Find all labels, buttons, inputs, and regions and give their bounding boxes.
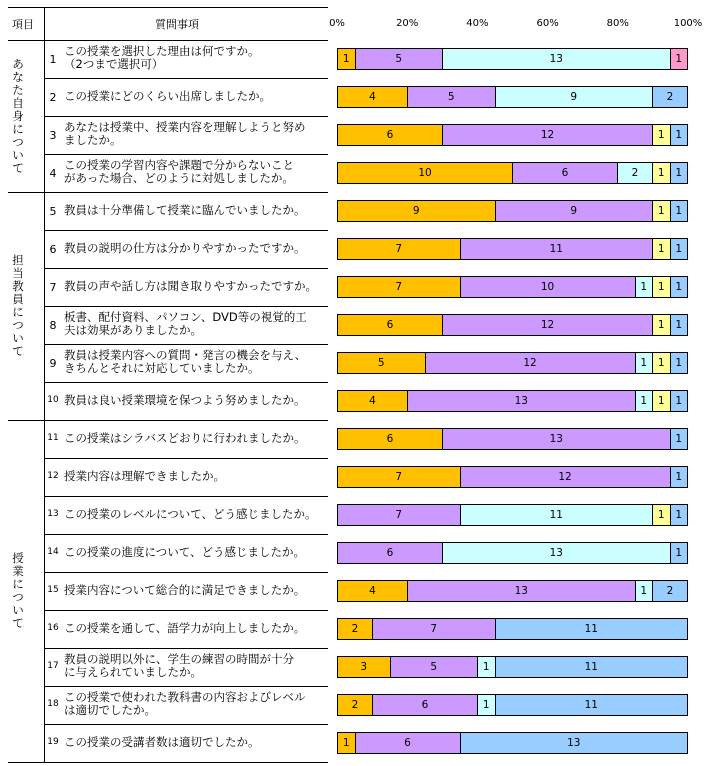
question-text-line: に与えられていましたか。 bbox=[64, 665, 202, 679]
bar-segment: 1 bbox=[670, 314, 689, 336]
bar-segment: 1 bbox=[477, 656, 496, 678]
question-text-line: この授業の受講者数は適切でしたか。 bbox=[64, 734, 260, 749]
row-separator bbox=[44, 496, 328, 497]
x-tick-label: 80% bbox=[606, 18, 629, 29]
question-text bbox=[64, 432, 330, 445]
bar-segment: 1 bbox=[670, 466, 689, 488]
header-item: 項目 bbox=[12, 18, 34, 31]
bar-segment: 5 bbox=[390, 656, 479, 678]
bar-segment: 1 bbox=[670, 352, 689, 374]
bar-segment: 9 bbox=[495, 86, 654, 108]
bar-segment: 6 bbox=[337, 428, 443, 450]
bar-segment: 1 bbox=[652, 352, 671, 374]
question-text-line: この授業はシラバスどおりに行われましたか。 bbox=[64, 430, 306, 445]
bar-segment: 1 bbox=[670, 124, 689, 146]
bar-segment: 11 bbox=[460, 504, 654, 526]
bar-segment: 2 bbox=[652, 580, 688, 602]
bar-segment: 6 bbox=[355, 732, 461, 754]
row-separator bbox=[44, 154, 328, 155]
question-number: 10 bbox=[47, 395, 59, 405]
stacked-bar bbox=[337, 542, 688, 564]
bar-segment: 1 bbox=[670, 390, 689, 412]
bar-segment: 2 bbox=[617, 162, 653, 184]
question-number: 2 bbox=[49, 91, 57, 104]
stacked-bar bbox=[337, 466, 688, 488]
row-separator bbox=[44, 116, 328, 117]
bar-segment: 6 bbox=[372, 694, 478, 716]
bar-segment: 11 bbox=[460, 238, 654, 260]
stacked-bar bbox=[337, 656, 688, 678]
question-text-line: 教員の説明以外に、学生の練習の時間が十分 bbox=[64, 652, 294, 666]
question-text-line: 教員は十分準備して授業に臨んでいましたか。 bbox=[64, 202, 306, 217]
stacked-bar bbox=[337, 504, 688, 526]
row-separator bbox=[44, 192, 328, 193]
bar-segment: 12 bbox=[442, 124, 653, 146]
stacked-bar bbox=[337, 48, 688, 70]
bar-segment: 5 bbox=[407, 86, 496, 108]
question-text bbox=[64, 90, 330, 103]
x-tick-label: 100% bbox=[673, 18, 703, 29]
question-number: 3 bbox=[49, 129, 57, 142]
question-number: 7 bbox=[49, 281, 57, 294]
bar-segment: 4 bbox=[337, 86, 408, 108]
bar-segment: 1 bbox=[635, 580, 654, 602]
bar-segment: 10 bbox=[337, 162, 513, 184]
question-text bbox=[64, 691, 330, 717]
bar-segment: 1 bbox=[635, 276, 654, 298]
question-text-line: この授業のレベルについて、どう感じましたか。 bbox=[64, 506, 317, 521]
question-text-line: この授業を選択した理由は何ですか。 bbox=[64, 44, 260, 58]
row-separator bbox=[44, 420, 328, 421]
bar-segment: 1 bbox=[670, 48, 689, 70]
question-text bbox=[64, 584, 330, 597]
question-text-line: この授業の進度について、どう感じましたか。 bbox=[64, 544, 306, 559]
row-separator bbox=[44, 534, 328, 535]
bar-segment: 1 bbox=[652, 276, 671, 298]
bar-segment: 13 bbox=[407, 580, 636, 602]
bar-segment: 7 bbox=[337, 276, 461, 298]
bar-segment: 6 bbox=[512, 162, 618, 184]
question-text-line: あなたは授業中、授業内容を理解しようと努め bbox=[64, 120, 306, 134]
bar-segment: 1 bbox=[652, 314, 671, 336]
question-number: 11 bbox=[47, 433, 59, 443]
table-top-border bbox=[8, 7, 328, 8]
bar-segment: 1 bbox=[652, 200, 671, 222]
question-text-line: この授業の学習内容や課題で分からないこと bbox=[64, 158, 294, 172]
bar-segment: 13 bbox=[460, 732, 689, 754]
bar-segment: 13 bbox=[442, 48, 671, 70]
stacked-bar bbox=[337, 276, 688, 298]
bar-segment: 13 bbox=[442, 542, 671, 564]
stacked-bar bbox=[337, 390, 688, 412]
x-tick-label: 0% bbox=[329, 18, 345, 29]
bar-segment: 1 bbox=[635, 390, 654, 412]
bar-segment: 12 bbox=[442, 314, 653, 336]
question-text-line: 授業内容について総合的に満足できましたか。 bbox=[64, 582, 306, 597]
row-separator bbox=[44, 648, 328, 649]
stacked-bar bbox=[337, 86, 688, 108]
bar-segment: 1 bbox=[337, 48, 356, 70]
bar-segment: 11 bbox=[495, 694, 689, 716]
question-text bbox=[64, 159, 330, 185]
stacked-bar bbox=[337, 238, 688, 260]
bar-segment: 4 bbox=[337, 580, 408, 602]
bar-segment: 1 bbox=[652, 390, 671, 412]
question-text bbox=[64, 280, 330, 293]
question-number: 1 bbox=[49, 53, 57, 66]
bar-segment: 12 bbox=[460, 466, 671, 488]
question-text-line: があった場合、どのように対処しましたか。 bbox=[64, 171, 294, 185]
question-text bbox=[64, 204, 330, 217]
question-text bbox=[64, 242, 330, 255]
question-number: 12 bbox=[47, 471, 59, 481]
bar-segment: 1 bbox=[652, 504, 671, 526]
question-number: 13 bbox=[47, 509, 59, 519]
question-number: 5 bbox=[49, 205, 57, 218]
question-text bbox=[64, 546, 330, 559]
bar-segment: 1 bbox=[652, 124, 671, 146]
stacked-bar bbox=[337, 694, 688, 716]
stacked-bar bbox=[337, 732, 688, 754]
bar-segment: 2 bbox=[337, 618, 373, 640]
row-separator bbox=[44, 382, 328, 383]
row-separator bbox=[44, 306, 328, 307]
bar-segment: 7 bbox=[372, 618, 496, 640]
bar-segment: 1 bbox=[652, 238, 671, 260]
bar-segment: 2 bbox=[337, 694, 373, 716]
bar-segment: 12 bbox=[425, 352, 636, 374]
question-text bbox=[64, 622, 330, 635]
x-tick-label: 60% bbox=[536, 18, 559, 29]
question-text-line: ましたか。 bbox=[64, 133, 122, 147]
question-text-line: 教員の声や話し方は聞き取りやすかったですか。 bbox=[64, 278, 317, 293]
category-label: あなた自身について bbox=[12, 56, 24, 175]
question-number: 14 bbox=[47, 547, 59, 557]
question-text bbox=[64, 45, 330, 71]
bar-segment: 1 bbox=[635, 352, 654, 374]
question-text bbox=[64, 121, 330, 147]
bar-segment: 9 bbox=[337, 200, 496, 222]
question-text bbox=[64, 394, 330, 407]
question-text bbox=[64, 470, 330, 483]
row-separator bbox=[44, 686, 328, 687]
bar-segment: 7 bbox=[337, 238, 461, 260]
bar-segment: 9 bbox=[495, 200, 654, 222]
bar-segment: 13 bbox=[442, 428, 671, 450]
question-number: 15 bbox=[47, 585, 59, 595]
bar-segment: 1 bbox=[477, 694, 496, 716]
stacked-bar bbox=[337, 162, 688, 184]
question-text-line: （2つまで選択可） bbox=[64, 57, 164, 71]
bar-segment: 2 bbox=[652, 86, 688, 108]
row-separator bbox=[44, 78, 328, 79]
bar-segment: 13 bbox=[407, 390, 636, 412]
row-separator bbox=[44, 610, 328, 611]
bar-segment: 4 bbox=[337, 390, 408, 412]
question-number: 18 bbox=[47, 699, 59, 709]
question-text-line: 板書、配付資料、パソコン、DVD等の視覚的工 bbox=[64, 310, 307, 324]
bar-segment: 11 bbox=[495, 618, 689, 640]
question-text-line: は適切でしたか。 bbox=[64, 703, 156, 717]
x-tick-label: 40% bbox=[466, 18, 489, 29]
bar-segment: 1 bbox=[652, 162, 671, 184]
bar-segment: 6 bbox=[337, 124, 443, 146]
bar-segment: 6 bbox=[337, 314, 443, 336]
stacked-bar bbox=[337, 124, 688, 146]
row-separator bbox=[44, 572, 328, 573]
question-text bbox=[64, 653, 330, 679]
bar-segment: 3 bbox=[337, 656, 391, 678]
header-question: 質問事項 bbox=[155, 18, 199, 31]
row-separator bbox=[44, 230, 328, 231]
question-number: 19 bbox=[47, 737, 59, 747]
stacked-bar bbox=[337, 314, 688, 336]
row-separator bbox=[44, 724, 328, 725]
question-text-line: 授業内容は理解できましたか。 bbox=[64, 468, 225, 483]
stacked-bar bbox=[337, 352, 688, 374]
category-label: 授業について bbox=[12, 551, 24, 630]
bar-segment: 1 bbox=[337, 732, 356, 754]
question-text-line: 教員は授業内容への質問・発言の機会を与え、 bbox=[64, 348, 307, 362]
stacked-bar bbox=[337, 618, 688, 640]
bar-segment: 11 bbox=[495, 656, 689, 678]
stacked-bar bbox=[337, 200, 688, 222]
bar-segment: 5 bbox=[337, 352, 426, 374]
row-separator bbox=[44, 344, 328, 345]
header-bottom-border bbox=[8, 40, 328, 41]
question-number: 16 bbox=[47, 623, 59, 633]
bar-segment: 1 bbox=[670, 542, 689, 564]
question-text-line: きちんとそれに対応していましたか。 bbox=[64, 361, 260, 375]
row-separator bbox=[44, 268, 328, 269]
question-text-line: この授業を通して、語学力が向上しましたか。 bbox=[64, 620, 306, 635]
category-label: 担当教員について bbox=[12, 253, 24, 358]
bar-segment: 1 bbox=[670, 504, 689, 526]
question-text-line: 夫は効果がありましたか。 bbox=[64, 323, 202, 337]
bar-segment: 1 bbox=[670, 276, 689, 298]
question-text-line: この授業で使われた教科書の内容およびレベル bbox=[64, 690, 306, 704]
question-text bbox=[64, 736, 330, 749]
question-text bbox=[64, 349, 330, 375]
question-number: 4 bbox=[49, 167, 57, 180]
table-bottom-border bbox=[8, 762, 328, 763]
question-text bbox=[64, 311, 330, 337]
stacked-bar bbox=[337, 580, 688, 602]
stacked-bar bbox=[337, 428, 688, 450]
question-number: 8 bbox=[49, 319, 57, 332]
question-number: 9 bbox=[49, 357, 57, 370]
question-text-line: 教員の説明の仕方は分かりやすかったですか。 bbox=[64, 240, 306, 255]
bar-segment: 5 bbox=[355, 48, 444, 70]
bar-segment: 7 bbox=[337, 466, 461, 488]
question-text-line: 教員は良い授業環境を保つよう努めましたか。 bbox=[64, 392, 306, 407]
bar-segment: 10 bbox=[460, 276, 636, 298]
question-text bbox=[64, 508, 330, 521]
bar-segment: 6 bbox=[337, 542, 443, 564]
bar-segment: 1 bbox=[670, 200, 689, 222]
row-separator bbox=[44, 458, 328, 459]
question-text-line: この授業にどのくらい出席しましたか。 bbox=[64, 88, 271, 103]
question-number: 17 bbox=[47, 661, 59, 671]
question-number: 6 bbox=[49, 243, 57, 256]
bar-segment: 1 bbox=[670, 238, 689, 260]
bar-segment: 1 bbox=[670, 162, 689, 184]
bar-segment: 7 bbox=[337, 504, 461, 526]
x-tick-label: 20% bbox=[396, 18, 419, 29]
bar-segment: 1 bbox=[670, 428, 689, 450]
